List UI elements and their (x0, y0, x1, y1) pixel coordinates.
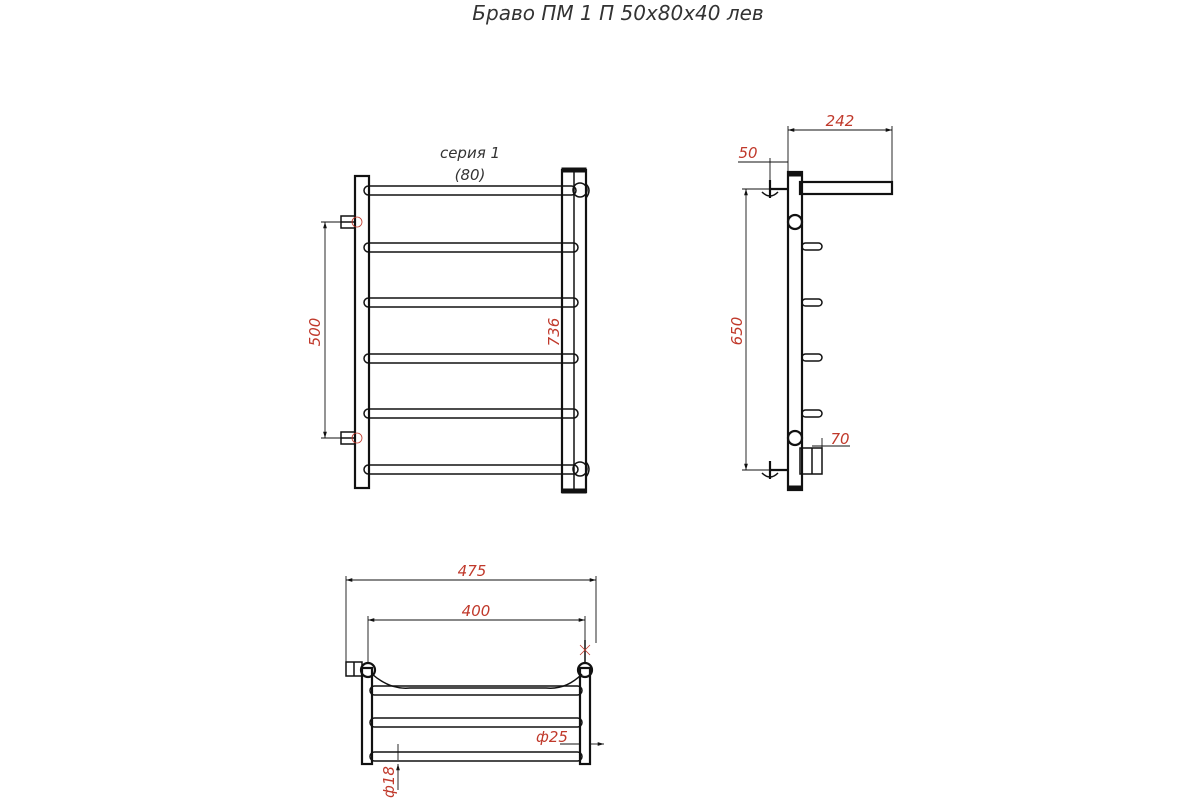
front-view (306, 144, 589, 493)
drawing-title: Браво ПМ 1 П 50х80х40 лев (472, 1, 764, 25)
side-mounts (762, 180, 788, 479)
dim-70: 70 (830, 430, 850, 448)
series-label: серия 1 (439, 144, 501, 162)
top-left-post (362, 668, 372, 764)
dim-650: 650 (728, 316, 746, 346)
top-right-post (580, 668, 590, 764)
dim-500: 500 (306, 317, 324, 347)
dim-d18: ф18 (380, 766, 398, 798)
side-rungs (802, 243, 822, 417)
top-rungs (370, 686, 582, 761)
series-sub-label: (80) (454, 166, 486, 184)
side-pipe-top (788, 215, 802, 229)
side-shelf-top (800, 182, 892, 194)
side-view (728, 112, 892, 490)
top-view (346, 562, 604, 798)
dim-242: 242 (825, 112, 855, 130)
dim-400: 400 (461, 602, 491, 620)
side-pipe-bottom (788, 431, 802, 445)
dim-50: 50 (738, 144, 758, 162)
dim-736: 736 (545, 317, 563, 347)
front-connectors (341, 216, 362, 444)
dim-d25: ф25 (536, 728, 568, 746)
dim-475: 475 (457, 562, 487, 580)
